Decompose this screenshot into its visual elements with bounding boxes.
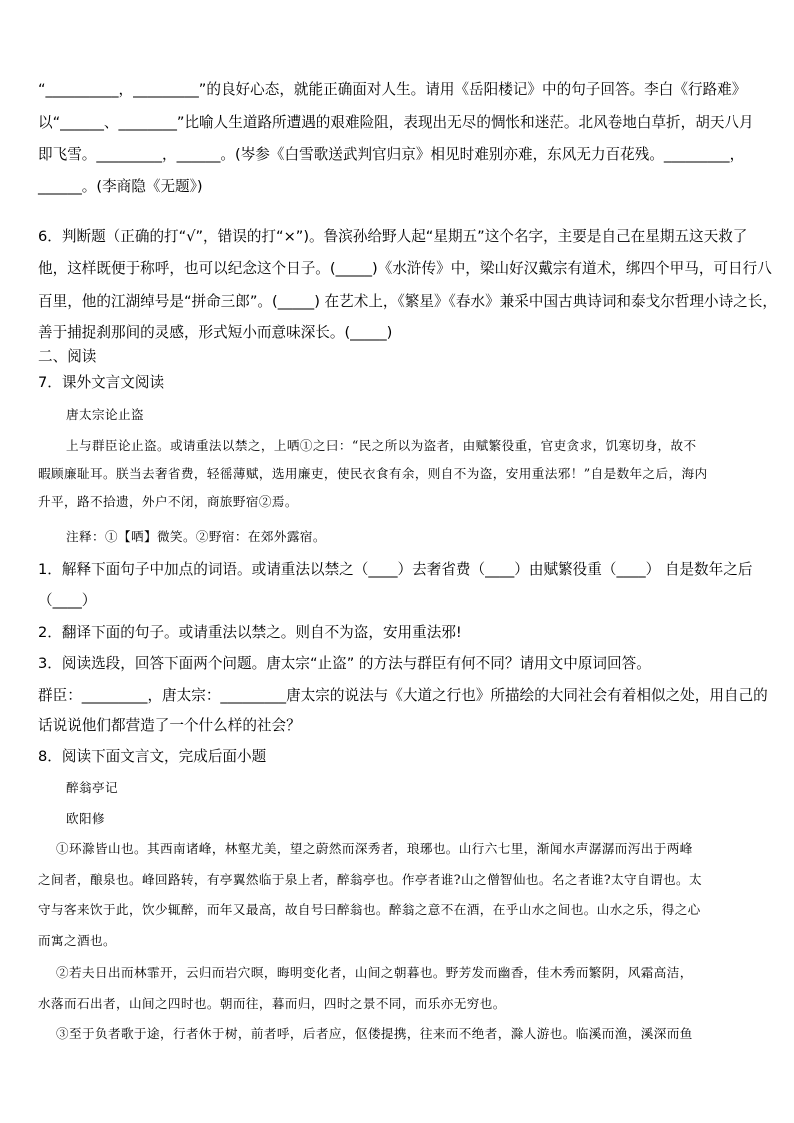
passage-text: ①环滁皆山也。其西南诸峰，林壑尤美，望之蔚然而深秀者，琅琊也。山行六七里，渐闻水声潺潺而泻出于两峰	[56, 841, 693, 856]
passage-text: 水落而石出者，山间之四时也。朝而往，暮而归，四时之景不同，而乐亦无穷也。	[38, 996, 506, 1011]
annotation: 注释：①【哂】微笑。②野宿：在郊外露宿。	[66, 529, 326, 544]
text-line: 善于捕捉刹那间的灵感，形式短小而意味深长。(_____)	[38, 324, 393, 341]
sub-question-2: 2．翻译下面的句子。或请重法以禁之。则自不为盗，安用重法邪!	[38, 624, 462, 641]
text-line: 即飞雪。_________，______。(岑参《白雪歌送武判官归京》相见时难别亦难，东风无力百花残。_________，	[38, 146, 745, 163]
question-7: 7．课外文言文阅读	[38, 374, 165, 391]
passage-text: 之间者，酿泉也。峰回路转，有亭翼然临于泉上者，醉翁亭也。作亭者谁?山之僧智仙也。名之者谁?太守自谓也。太	[38, 872, 702, 887]
text-line: “__________，_________”的良好心态，就能正确面对人生。请用《岳阳楼记》中的句子回答。李白《行路难》	[38, 81, 747, 98]
passage-text: 守与客来饮于此，饮少辄醉，而年又最高，故自号曰醉翁也。醉翁之意不在酒，在乎山水之间也。山水之乐，得之心	[38, 902, 701, 917]
text-line: （____）	[38, 592, 97, 609]
passage-title: 醉翁亭记	[66, 780, 118, 795]
passage-text: 暇顾廉耻耳。朕当去奢省费，轻徭薄赋，选用廉吏，使民衣食有余，则自不为盗，安用重法邪！”自是数年之后，海内	[38, 466, 708, 481]
passage-text: 上与群臣论止盗。或请重法以禁之，上哂①之曰：“民之所以为盗者，由赋繁役重，官吏贪求，饥寒切身，故不	[66, 438, 697, 453]
text-line: ______。(李商隐《无题》)	[38, 178, 203, 195]
text-line: 话说说他们都营造了一个什么样的社会？	[38, 717, 301, 734]
sub-question-3: 3．阅读选段，回答下面两个问题。唐太宗“止盗” 的方法与群臣有何不同？请用文中原词回答。	[38, 655, 651, 672]
text-line: 百里，他的江湖绰号是“拼命三郎”。(_____) 在艺术上，《繁星》《春水》兼采中国古典诗词和泰戈尔哲理小诗之长，	[38, 293, 777, 310]
passage-text: ③至于负者歌于途，行者休于树，前者呼，后者应，伛偻提携，往来而不绝者，滁人游也。临溪而渔，溪深而鱼	[56, 1026, 693, 1041]
section-heading: 二、阅读	[38, 348, 97, 365]
question-8: 8．阅读下面文言文，完成后面小题	[38, 748, 267, 765]
passage-title: 唐太宗论止盗	[66, 407, 144, 422]
text-line: 群臣：_________，唐太宗：_________唐太宗的说法与《大道之行也》所描绘的大同社会有着相似之处，用自己的	[38, 687, 768, 704]
passage-text: ②若夫日出而林霏开，云归而岩穴暝，晦明变化者，山间之朝暮也。野芳发而幽香，佳木秀而繁阴，风霜高洁，	[56, 965, 693, 980]
text-line: 以“______、________”比喻人生道路所遭遇的艰难险阻，表现出无尽的惆怅和迷茫。北风卷地白草折，胡天八月	[38, 114, 754, 131]
passage-author: 欧阳修	[66, 811, 105, 826]
passage-text: 而寓之酒也。	[38, 933, 116, 948]
text-line: 他，这样既便于称呼，也可以纪念这个日子。(_____)《水浒传》中，梁山好汉戴宗有道术，绑四个甲马，可日行八	[38, 260, 772, 277]
question-6: 6．判断题（正确的打“√”，错误的打“×”)。鲁滨孙给野人起“星期五”这个名字，主要是自己在星期五这天救了	[38, 228, 748, 245]
sub-question-1: 1．解释下面句子中加点的词语。或请重法以禁之（____）去奢省费（____）由赋繁役重（____） 自是数年之后	[38, 561, 753, 578]
passage-text: 升平，路不拾遗，外户不闭，商旅野宿②焉。	[38, 494, 298, 509]
